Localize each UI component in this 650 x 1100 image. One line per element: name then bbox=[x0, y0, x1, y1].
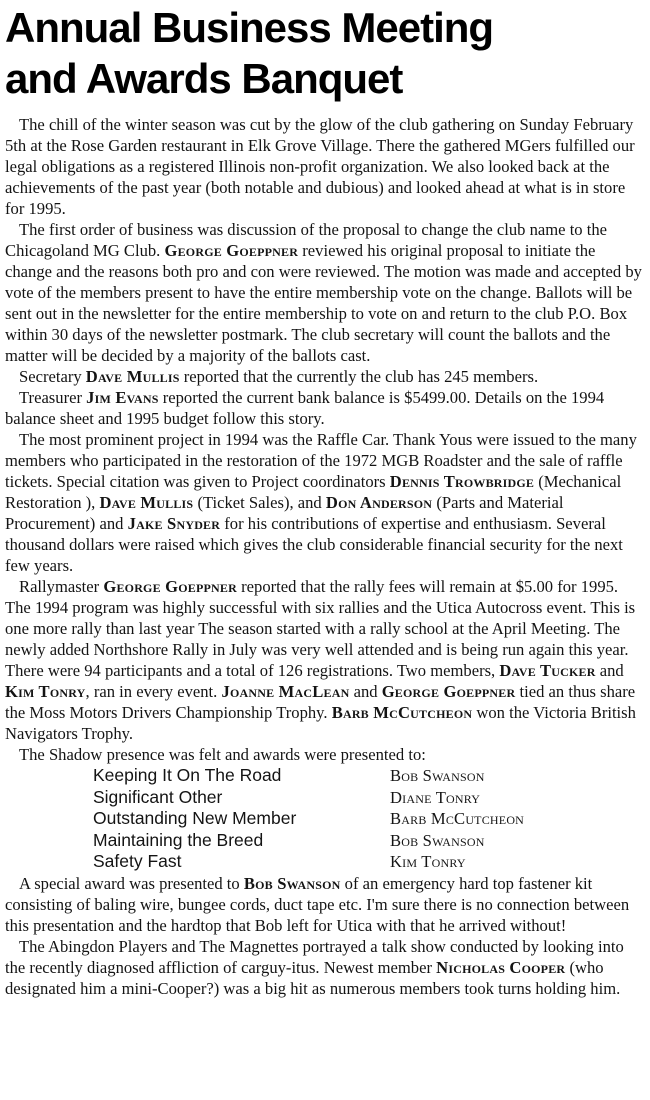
paragraph-text: The Shadow presence was felt and awards were presented to: bbox=[19, 745, 426, 764]
member-name: George Goeppner bbox=[164, 241, 299, 260]
article-paragraph bbox=[5, 429, 644, 576]
article-paragraph bbox=[5, 576, 644, 744]
member-name: Jake Snyder bbox=[127, 514, 221, 533]
article-paragraph bbox=[5, 366, 644, 387]
article-paragraph bbox=[5, 936, 644, 999]
paragraph-text: reported that the rally fees will remain at $5.00 for 1995. The 1994 program was highly successful with six rallies and the Utica Autocross event. This is one more rally than last year The season started with a rally school at the April Meeting. The newly added Northshore Rally in July was very well attended and is being run again this year. There were 94 participants and a total of 126 registrations. Two members, bbox=[5, 577, 636, 680]
article-paragraph bbox=[5, 114, 644, 219]
member-name: Joanne MacLean bbox=[221, 682, 350, 701]
page-title-line2: and Awards Banquet bbox=[5, 55, 403, 102]
member-name: Dave Mullis bbox=[99, 493, 194, 512]
award-name-label: Significant Other bbox=[93, 786, 223, 807]
paragraph-text: Rallymaster bbox=[19, 577, 104, 596]
paragraph-text: (Mechanical Restoration ), bbox=[5, 472, 622, 512]
award-recipient-label: Diane Tonry bbox=[390, 787, 481, 807]
paragraph-text: reported that the currently the club has 245 members. bbox=[179, 367, 539, 386]
award-recipient-label: Bob Swanson bbox=[390, 830, 485, 850]
award-recipient-label: Barb McCutcheon bbox=[390, 809, 525, 828]
member-name: Dave Mullis bbox=[85, 367, 180, 386]
award-recipient-label: Kim Tonry bbox=[390, 852, 466, 871]
paragraph-text: Secretary bbox=[19, 367, 86, 386]
paragraph-text: (who designated him a mini-Cooper?) was a big hit as numerous members took turns holding him. bbox=[5, 957, 621, 998]
member-name: Jim Evans bbox=[86, 388, 159, 407]
article-paragraphs-top bbox=[5, 114, 644, 765]
paragraph-text: , ran in every event. bbox=[85, 682, 222, 701]
member-name: Don Anderson bbox=[325, 493, 433, 512]
paragraph-text: (Parts and Material Procurement) and bbox=[5, 493, 564, 533]
award-name-label: Safety Fast bbox=[93, 851, 182, 871]
paragraph-text: and bbox=[595, 661, 624, 680]
article-paragraph bbox=[5, 219, 644, 366]
award-name-label: Keeping It On The Road bbox=[93, 765, 282, 785]
award-row bbox=[93, 765, 644, 787]
page-title-line1: Annual Business Meeting bbox=[5, 4, 494, 51]
article-paragraphs-bottom bbox=[5, 873, 644, 999]
paragraph-text: The chill of the winter season was cut by the glow of the club gathering on Sunday February 5th at the Rose Garden restaurant in Elk Grove Village. There the gathered MGers fulfilled our legal obligations as a registered Illinois non-profit organization. We also looked back at the achievements of the past year (both notable and dubious) and looked ahead at what is in store for 1995. bbox=[5, 115, 635, 218]
paragraph-text: of an emergency hard top fastener kit consisting of baling wire, bungee cords, duct tape etc. I'm sure there is no connection between this presentation and the hardtop that Bob left for Utica with that he arrived without! bbox=[5, 873, 630, 935]
article-paragraph bbox=[5, 387, 644, 429]
article-paragraph bbox=[5, 873, 644, 936]
member-name: George Goeppner bbox=[103, 577, 237, 596]
paragraph-text: tied an thus share the Moss Motors Drivers Championship Trophy. bbox=[5, 682, 636, 722]
award-row bbox=[93, 808, 644, 830]
member-name: Barb McCutcheon bbox=[331, 703, 473, 722]
paragraph-text: A special award was presented to bbox=[19, 873, 244, 893]
paragraph-text: for his contributions of expertise and enthusiasm. Several thousand dollars were raised which gives the club considerable financial security for the next few years. bbox=[5, 514, 623, 575]
paragraph-text: reviewed his original proposal to initiate the change and the reasons both pro and con were reviewed. The motion was made and accepted by vote of the members present to have the entire membership vote on the change. Ballots will be sent out in the newsletter for the entire membership to vote on and return to the club P.O. Box within 30 days of the newsletter postmark. The club secretary will count the ballots and the matter will be decided by a majority of the ballots cast. bbox=[5, 241, 642, 365]
article-body bbox=[5, 114, 644, 999]
paragraph-text: Treasurer bbox=[19, 388, 87, 407]
award-row bbox=[93, 787, 644, 809]
member-name: Dennis Trowbridge bbox=[389, 472, 535, 491]
award-recipient-label: Bob Swanson bbox=[390, 766, 485, 785]
award-row bbox=[93, 830, 644, 852]
member-name: Kim Tonry bbox=[5, 682, 86, 701]
member-name: Bob Swanson bbox=[243, 873, 341, 893]
paragraph-text: (Ticket Sales), and bbox=[193, 493, 326, 512]
award-name-label: Maintaining the Breed bbox=[93, 829, 264, 850]
article-paragraph bbox=[5, 744, 644, 765]
page-title bbox=[5, 2, 644, 104]
member-name: Nicholas Cooper bbox=[436, 957, 566, 977]
award-row bbox=[93, 851, 644, 873]
member-name: George Goeppner bbox=[381, 682, 516, 701]
award-name-label: Outstanding New Member bbox=[93, 808, 297, 828]
paragraph-text: and bbox=[349, 682, 382, 701]
paragraph-text: The Abingdon Players and The Magnettes portrayed a talk show conducted by looking into the recently diagnosed affliction of carguy-itus. Newest member bbox=[5, 936, 624, 977]
member-name: Dave Tucker bbox=[499, 661, 596, 680]
awards-list bbox=[93, 765, 644, 873]
paragraph-text: The first order of business was discussion of the proposal to change the club name to the Chicagoland MG Club. bbox=[5, 220, 608, 260]
paragraph-text: reported the current bank balance is $5499.00. Details on the 1994 balance sheet and 1995 budget follow this story. bbox=[5, 388, 605, 428]
paragraph-text: won the Victoria British Navigators Trophy. bbox=[5, 703, 636, 743]
paragraph-text: The most prominent project in 1994 was the Raffle Car. Thank Yous were issued to the many members who participated in the restoration of the 1972 MGB Roadster and the sale of raffle tickets. Special citation was given to Project coordinators bbox=[5, 430, 637, 491]
